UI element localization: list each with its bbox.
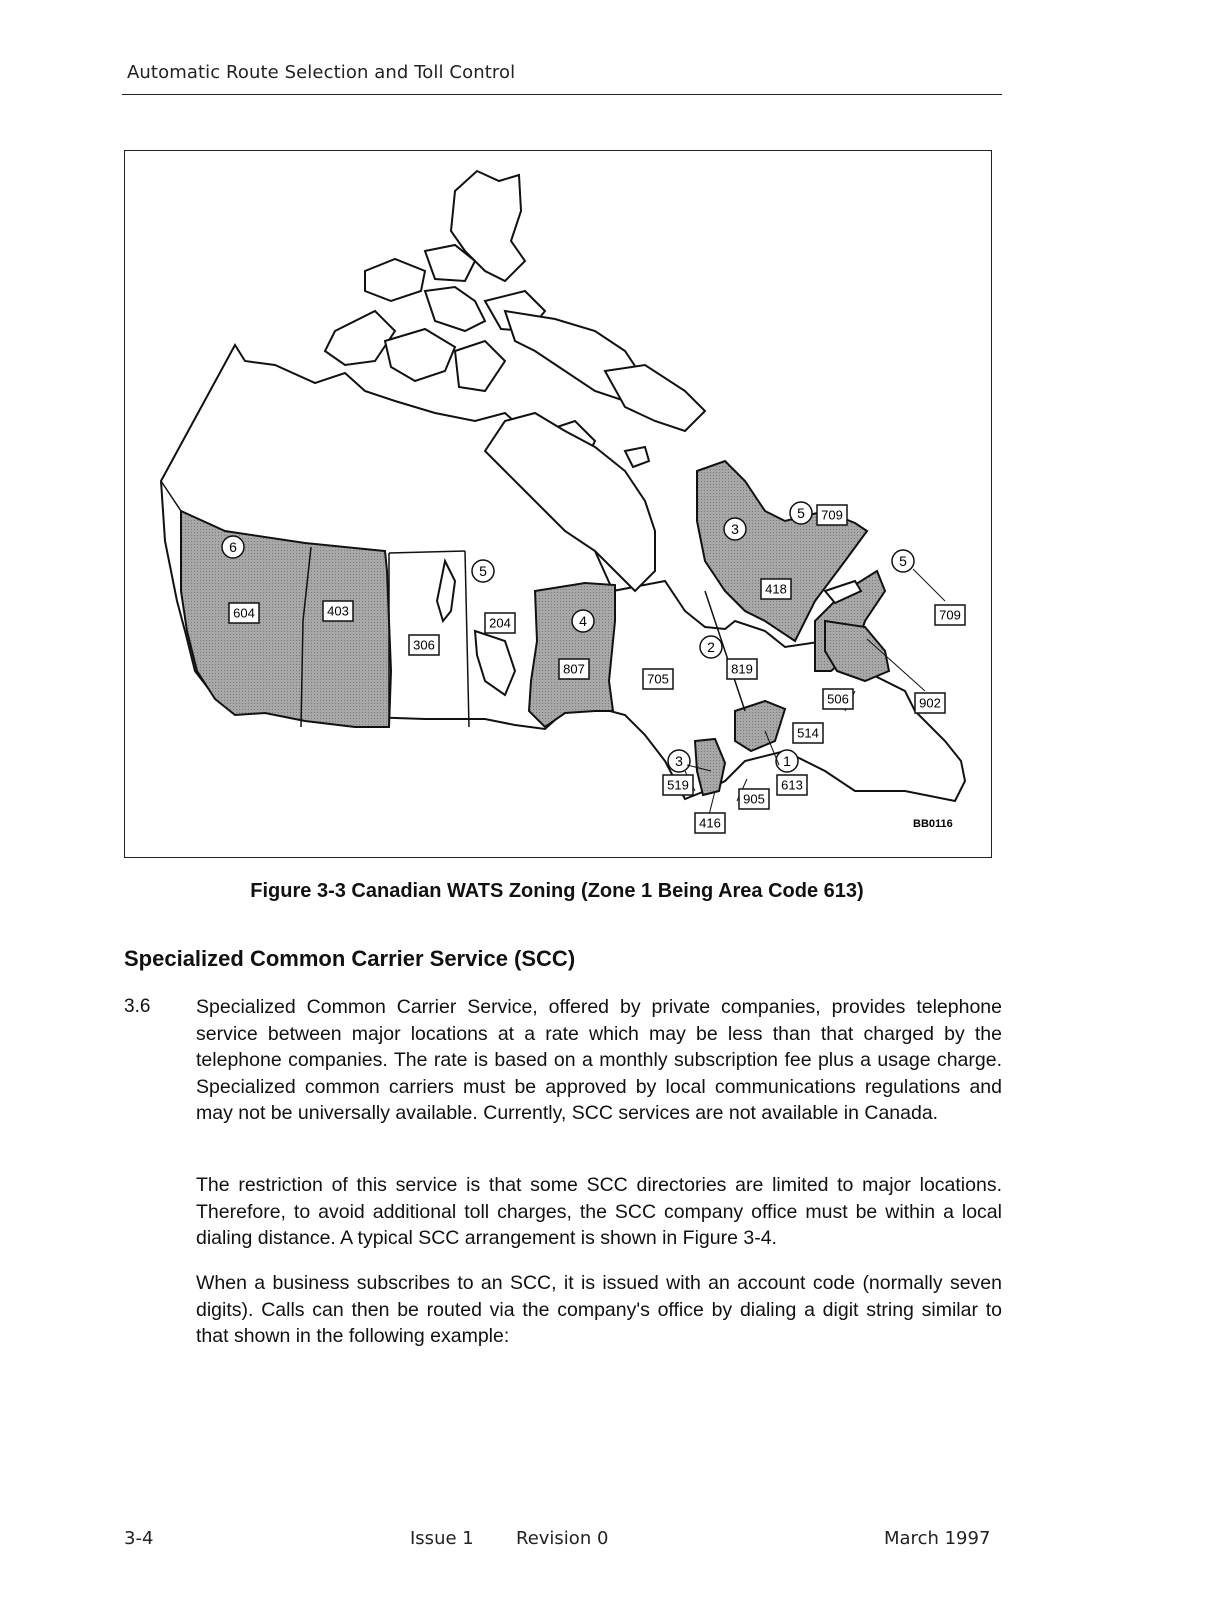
area-code-label: 819 <box>731 661 753 677</box>
paragraph: When a business subscribes to an SCC, it is issued with an account code (normally seven digits). Calls can then be routed via the company's office by dialing a digit string similar to that shown in the following example: <box>196 1272 1002 1347</box>
paragraph: The restriction of this service is that some SCC directories are limited to major locations. Therefore, to avoid additional toll charges, the SCC company office must be within a local dialing distance. A typical SCC arrangement is shown in Figure 3-4. <box>196 1174 1002 1249</box>
footer-date: March 1997 <box>884 1528 991 1549</box>
area-code-label: 514 <box>797 725 819 741</box>
area-code-label: 306 <box>413 637 435 653</box>
area-code-label: 416 <box>699 815 721 831</box>
section-heading: Specialized Common Carrier Service (SCC) <box>124 946 576 971</box>
area-code-label: 902 <box>919 695 941 711</box>
zone-label: 5 <box>479 563 487 579</box>
figure-id: BB0116 <box>913 818 953 830</box>
area-code-label: 613 <box>781 777 803 793</box>
zone-label: 4 <box>579 613 587 629</box>
zone-label: 1 <box>783 753 791 769</box>
zone-label: 5 <box>899 553 907 569</box>
area-code-label: 604 <box>233 605 255 621</box>
figure-caption: Figure 3-3 Canadian WATS Zoning (Zone 1 Being Area Code 613) <box>250 880 864 902</box>
zone-label: 5 <box>797 505 805 521</box>
figure-canadian-wats-map <box>124 150 992 858</box>
zone-4-nw-ontario <box>529 583 615 727</box>
zone-label: 6 <box>229 539 237 555</box>
area-code-label: 705 <box>647 671 669 687</box>
canada-map <box>125 151 991 857</box>
area-code-label: 418 <box>765 581 787 597</box>
running-head: Automatic Route Selection and Toll Control <box>127 62 516 83</box>
footer-issue: Issue 1 <box>410 1528 474 1549</box>
zone-label: 2 <box>707 639 715 655</box>
paragraph-number: 3.6 <box>124 996 151 1017</box>
zone-label: 3 <box>731 521 739 537</box>
paragraph: Specialized Common Carrier Service, offered by private companies, provides telephone service between major locations at a rate which may be less than that charged by the telephone companies. The rate is based on a monthly subscription fee plus a usage charge. Specialized common carriers must be approved by local communications regulations and may not be universally available. Currently, SCC services are not available in Canada. <box>196 996 1002 1124</box>
area-code-label: 709 <box>821 507 843 523</box>
area-code-label: 403 <box>327 603 349 619</box>
zone-label: 3 <box>675 753 683 769</box>
area-code-label: 204 <box>489 615 511 631</box>
area-code-label: 905 <box>743 791 765 807</box>
area-code-label: 519 <box>667 777 689 793</box>
area-code-label: 807 <box>563 661 585 677</box>
header-rule <box>122 94 1002 95</box>
area-code-label: 709 <box>939 607 961 623</box>
area-code-label: 506 <box>827 691 849 707</box>
footer-revision: Revision 0 <box>516 1528 609 1549</box>
footer-page-number: 3-4 <box>124 1528 154 1549</box>
